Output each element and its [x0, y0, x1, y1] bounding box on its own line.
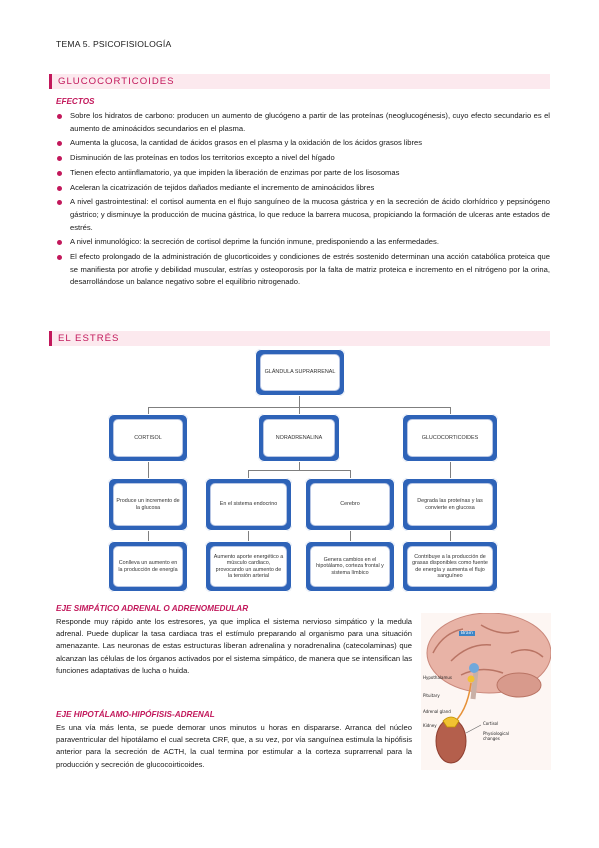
- list-item: A nivel inmunológico: la secreción de cortisol deprime la función inmune, predisponiendo a las enfermedades.: [56, 236, 550, 249]
- list-item: Disminución de las proteínas en todos los territorios excepto a nivel del hígado: [56, 152, 550, 165]
- figure-label: Adrenal gland: [423, 709, 451, 714]
- figure-label: Pituitary: [423, 693, 440, 698]
- bullet-icon: [57, 141, 62, 146]
- list-item: A nivel gastrointestinal: el cortisol aumenta en el flujo sanguíneo de la mucosa gástrica y en la secreción de ácido clorhídrico y pepsinógeno gástrico; y disminuye la producción de mucina gástrica, lo que reduce la barrera mucosa, propiciando la formación de ulceras ante estados de estrés.: [56, 196, 550, 234]
- figure-label: Brain: [461, 631, 473, 636]
- figure-label: Cortisol: [483, 721, 499, 726]
- diagram-node-hipotalamo: Genera cambios en el hipotálamo, corteza frontal y sistema límbico: [305, 541, 395, 592]
- diagram-node-grasas: Contribuye a la producción de grasas disponibles como fuente de energía y aumenta el flujo sanguíneo: [402, 541, 498, 592]
- paragraph-eje-hha: Es una vía más lenta, se puede demorar unos minutos u horas en dispararse. Arranca del núcleo paraventricular del hipotálamo el cual secreta CRF, que, a su vez, por vía sanguínea estimula la hipófisis anterior para la secreción de ACTH, la cual termina por estimular a la corteza suprarrenal para la producción y secreción de glucocoirticoides.: [56, 723, 412, 769]
- paragraph-eje-simpatico: Responde muy rápido ante los estresores, ya que implica el sistema nervioso simpático y la medula adrenal. Puede duplicar la tasa cardiaca tras el estímulo preparando al organismo para una situación amenazante. Las neuronas de estas estructuras liberan adrenalina y noradrenalina (catecolaminas) que alcanzan las células de los órganos activados por el sistema simpático, de manera que se intensifican las funciones adaptativas de lucha o huida.: [56, 617, 412, 675]
- section-heading-glucocorticoides: GLUCOCORTICOIDES: [49, 74, 550, 89]
- diagram-node-noradrenalina: NORADRENALINA: [258, 414, 340, 462]
- diagram-node-root: GLÁNDULA SUPRARRENAL: [255, 349, 345, 396]
- subheading-eje-hha: EJE HIPOTÁLAMO-HIPÓFISIS-ADRENAL: [56, 710, 215, 719]
- diagram-node-cortisol: CORTISOL: [108, 414, 188, 462]
- bullet-icon: [57, 240, 62, 245]
- bullet-icon: [57, 255, 62, 260]
- figure-label: Physiological changes: [483, 731, 509, 741]
- diagram-node-glucocorticoides: GLUCOCORTICOIDES: [402, 414, 498, 462]
- connector-line: [248, 470, 351, 471]
- bullet-icon: [57, 114, 62, 119]
- list-item: Aumenta la glucosa, la cantidad de ácidos grasos en el plasma y la oxidación de los ácidos grasos libres: [56, 137, 550, 150]
- list-item: Aceleran la cicatrización de tejidos dañados mediante el incremento de aminoácidos libres: [56, 182, 550, 195]
- diagram-node-cerebro: Cerebro: [305, 478, 395, 531]
- bullet-icon: [57, 156, 62, 161]
- effects-list: [56, 110, 550, 291]
- list-item: Tienen efecto antiinflamatorio, ya que impiden la liberación de enzimas por parte de los lisosomas: [56, 167, 550, 180]
- page-header: TEMA 5. PSICOFISIOLOGÍA: [56, 39, 172, 49]
- figure-label: Hypothalamus: [423, 675, 452, 680]
- bullet-icon: [57, 200, 62, 205]
- list-item: El efecto prolongado de la administración de glucorticoides y condiciones de estrés sostenido determinan una acción catabólica proteica que se manifiesta por atrofie y debilidad muscular, estrías y osteoporosis por la falta de matriz proteica e incremento en el nitrógeno por la orina, desarrollándose un balance negativo sobre el equilibrio nitrogenado.: [56, 251, 550, 289]
- subheading-eje-simpatico: EJE SIMPÁTICO ADRENAL O ADRENOMEDULAR: [56, 604, 249, 613]
- diagram-node-glucosa: Produce un incremento de la glucosa: [108, 478, 188, 531]
- diagram-node-cardiaco: Aumento aporte energético a músculo cardiaco, provocando un aumento de la tensión arterial: [205, 541, 292, 592]
- diagram-node-endocrino: En el sistema endocrino: [205, 478, 292, 531]
- bullet-icon: [57, 171, 62, 176]
- brain-adrenal-illustration: [421, 613, 551, 770]
- connector-line: [450, 461, 451, 479]
- diagram-node-energia: Conlleva un aumento en la producción de energía: [108, 541, 188, 592]
- figure-label: Kidney: [423, 723, 437, 728]
- bullet-icon: [57, 186, 62, 191]
- list-item: Sobre los hidratos de carbono: producen un aumento de glucógeno a partir de las proteínas (neoglucogénesis), cuyo efecto secundario es el aumento de aminoácidos secundarios en el plasma.: [56, 110, 550, 135]
- connector-line: [148, 461, 149, 479]
- brain-illustration-svg: [421, 613, 551, 770]
- section-heading-estres: EL ESTRÉS: [49, 331, 550, 346]
- subheading-efectos: EFECTOS: [56, 97, 95, 106]
- diagram-node-proteinas: Degrada las proteínas y las convierte en glucosa: [402, 478, 498, 531]
